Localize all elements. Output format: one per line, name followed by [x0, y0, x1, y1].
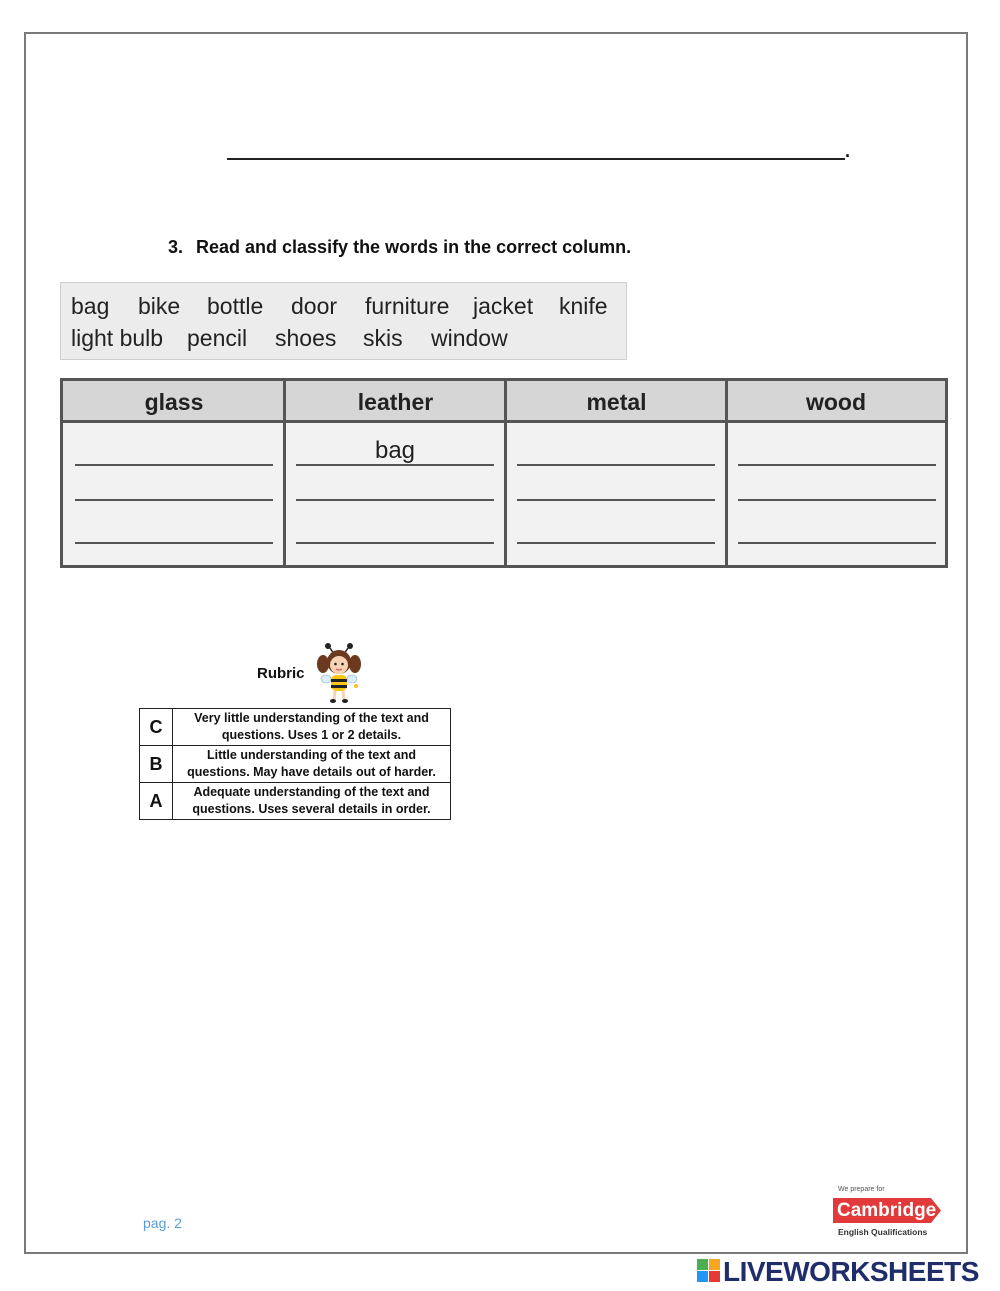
glass-answer-line-3[interactable] [75, 542, 273, 544]
rubric-description: Little understanding of the text and questions. May have details out of harder. [173, 746, 451, 783]
column-header-leather: leather [285, 381, 506, 423]
word-bank [60, 282, 627, 360]
question-3 [168, 237, 631, 258]
column-header-wood: wood [727, 381, 945, 423]
word-bank-word: door [291, 293, 338, 319]
word-bank-word: shoes [275, 325, 337, 351]
rubric-description: Adequate understanding of the text and questions. Uses several details in order. [173, 783, 451, 820]
column-header-glass: glass [63, 381, 285, 423]
rubric-row-c [140, 709, 451, 746]
cambridge-subtitle: English Qualifications [838, 1227, 928, 1237]
leather-answer-line-2[interactable] [296, 499, 494, 501]
rubric-row-a [140, 783, 451, 820]
rubric-grade: A [140, 783, 173, 820]
rubric-table [139, 708, 451, 820]
rubric-title: Rubric [257, 665, 305, 682]
page-border [24, 32, 968, 1254]
word-bank-word: bag [71, 293, 110, 319]
word-bank-word: bottle [207, 293, 264, 319]
column-header-metal: metal [506, 381, 727, 423]
word-bank-word: window [431, 325, 508, 351]
rubric-grade: B [140, 746, 173, 783]
wood-answer-line-3[interactable] [738, 542, 936, 544]
liveworksheets-cube-icon [697, 1259, 721, 1283]
word-bank-word: knife [559, 293, 608, 319]
wood-answer-line-1[interactable] [738, 464, 936, 466]
metal-answer-line-2[interactable] [517, 499, 715, 501]
word-bank-word: pencil [187, 325, 248, 351]
question-number: 3. [168, 237, 184, 257]
metal-answer-line-1[interactable] [517, 464, 715, 466]
word-bank-word: furniture [365, 293, 450, 319]
cambridge-logo [831, 1184, 949, 1242]
column-separator [725, 381, 728, 565]
rubric-row-b [140, 746, 451, 783]
rubric-description: Very little understanding of the text and questions. Uses 1 or 2 details. [173, 709, 451, 746]
leather-answer-line-3[interactable] [296, 542, 494, 544]
glass-answer-line-2[interactable] [75, 499, 273, 501]
leather-example-word: bag [374, 437, 416, 464]
column-separator [504, 381, 507, 565]
classify-table [60, 378, 948, 568]
metal-answer-line-3[interactable] [517, 542, 715, 544]
word-bank-word: light bulb [71, 325, 164, 351]
rubric-grade: C [140, 709, 173, 746]
word-bank-word: jacket [473, 293, 534, 319]
word-bank-word: bike [138, 293, 181, 319]
leather-answer-line-1[interactable] [296, 464, 494, 466]
question-text: Read and classify the words in the correct column. [196, 237, 632, 257]
column-separator [283, 381, 286, 565]
bee-girl-icon [316, 642, 362, 704]
cambridge-prep-text: We prepare for [838, 1186, 885, 1193]
page-number: pag. 2 [143, 1215, 182, 1231]
liveworksheets-logo [697, 1256, 997, 1286]
answer-line [227, 158, 845, 160]
answer-line-period: . [845, 141, 851, 161]
cambridge-name: Cambridge [837, 1200, 937, 1221]
wood-answer-line-2[interactable] [738, 499, 936, 501]
glass-answer-line-1[interactable] [75, 464, 273, 466]
liveworksheets-wordmark: LIVEWORKSHEETS [723, 1256, 979, 1287]
word-bank-word: skis [363, 325, 403, 351]
